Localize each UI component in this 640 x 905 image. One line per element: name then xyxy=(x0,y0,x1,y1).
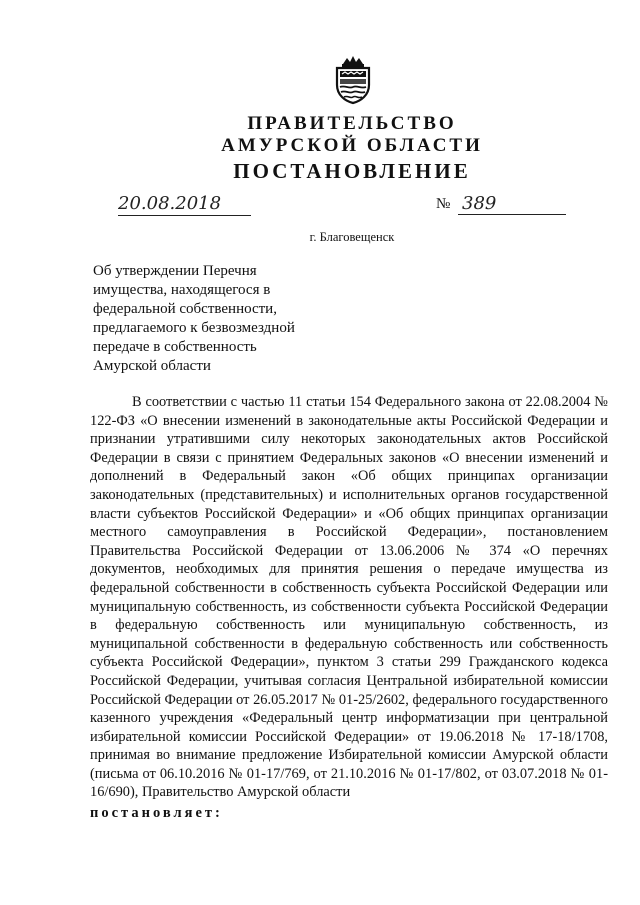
resolves-keyword: постановляет: xyxy=(90,805,223,821)
coat-of-arms-icon xyxy=(331,55,375,105)
org-name-line1: ПРАВИТЕЛЬСТВО xyxy=(247,113,457,134)
document-type-title: ПОСТАНОВЛЕНИЕ xyxy=(233,159,471,183)
number-label: № xyxy=(436,196,451,212)
document-subject: Об утверждении Перечня имущества, находящегося в федеральной собственности, предлагаемого к безвозмездной передаче в собственность Амурской области xyxy=(93,263,295,374)
body-paragraph: В соответствии с частью 11 статьи 154 Федерального закона от 22.08.2004 № 122-ФЗ «О внесении изменений в законодательные акты Российской Федерации и признании утратившими силу некоторых законодательных актов Российской Федерации в связи с принятием Федеральных законов «О внесении изменений и дополнений в Федеральный закон «Об общих принципах организации законодательных (представительных) и исполнительных органов государственной власти субъектов Российской Федерации» и «Об общих принципах организации местного самоуправления в Российской Федерации», постановлением Правительства Российской Федерации от 13.06.2006 № 374 «О перечнях документов, необходимых для принятия решения о передаче имущества из федеральной собственности в собственность субъекта Российской Федерации или муниципальную собственность, из собственности субъекта Российской Федерации в федеральную собственность или муниципальную собственность, из муниципальной собственности в федеральную собственность или собственность субъекта Российской Федерации», пунктом 3 статьи 299 Гражданского кодекса Российской Федерации, учитывая согласия Центральной избирательной комиссии Российской Федерации от 26.05.2017 № 01-25/2602, федерального государственного казенного учреждения «Федеральный центр информатизации при центральной избирательной комиссии Российской Федерации» от 19.06.2018 № 17-18/1708, принимая во внимание предложение Избирательной комиссии Амурской области (письма от 06.10.2016 № 01-17/769, от 21.10.2016 № 01-17/802, от 03.07.2018 № 01-16/690), Правительство Амурской области xyxy=(90,394,608,801)
city-name: г. Благовещенск xyxy=(309,230,395,244)
document-date-handwritten: 20.08.2018 xyxy=(118,193,251,216)
document-number-handwritten: 389 xyxy=(458,193,566,215)
org-name-line2: АМУРСКОЙ ОБЛАСТИ xyxy=(221,135,483,156)
